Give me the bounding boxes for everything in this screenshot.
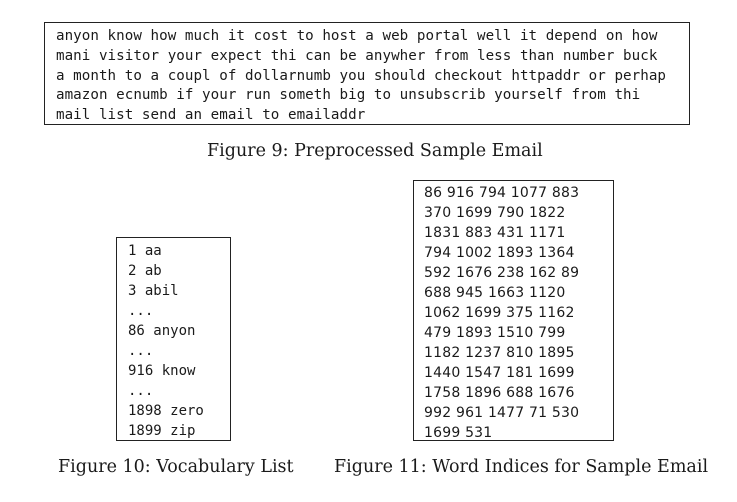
email-line: mail list send an email to emailaddr [56, 107, 366, 124]
vocab-entry: 1 aa [128, 243, 162, 259]
vocab-entry: 86 anyon [128, 323, 196, 339]
indices-line: 794 1002 1893 1364 [424, 245, 575, 261]
indices-line: 86 916 794 1077 883 [424, 185, 580, 201]
vocabulary-list-box [116, 237, 231, 441]
word-indices-box [413, 180, 614, 441]
email-line: anyon know how much it cost to host a web portal well it depend on how [56, 28, 658, 44]
vocab-entry: ... [128, 383, 154, 399]
vocab-entry: 1898 zero [128, 403, 204, 419]
vocab-entry: 1899 zip [128, 423, 196, 439]
email-line: amazon ecnumb if your run someth big to unsubscrib yourself from thi [56, 87, 641, 104]
email-line: a month to a coupl of dollarnumb you should checkout httpaddr or perhap [56, 67, 667, 84]
indices-line: 592 1676 238 162 89 [424, 265, 580, 281]
indices-line: 1182 1237 810 1895 [424, 345, 575, 361]
indices-line: 688 945 1663 1120 [424, 285, 566, 301]
vocab-entry: 2 ab [128, 263, 162, 279]
figure-10-caption: Figure 10: Vocabulary List [58, 457, 294, 477]
indices-line: 1440 1547 181 1699 [424, 365, 575, 381]
figure-11-caption: Figure 11: Word Indices for Sample Email [334, 457, 709, 477]
indices-line: 370 1699 790 1822 [424, 205, 566, 221]
email-line: mani visitor your expect thi can be anywher from less than number buck [56, 47, 658, 64]
vocab-entry: 916 know [128, 363, 196, 379]
indices-line: 1831 883 431 1171 [424, 225, 566, 241]
figure-9-caption: Figure 9: Preprocessed Sample Email [207, 141, 543, 161]
indices-line: 479 1893 1510 799 [424, 325, 566, 341]
indices-line: 1062 1699 375 1162 [424, 305, 575, 321]
vocab-entry: 3 abil [128, 283, 179, 299]
indices-line: 992 961 1477 71 530 [424, 405, 580, 421]
vocab-entry: ... [128, 303, 154, 319]
preprocessed-email-box [44, 22, 690, 125]
vocab-entry: ... [128, 343, 154, 359]
indices-line: 1758 1896 688 1676 [424, 385, 575, 401]
indices-line: 1699 531 [424, 425, 493, 441]
